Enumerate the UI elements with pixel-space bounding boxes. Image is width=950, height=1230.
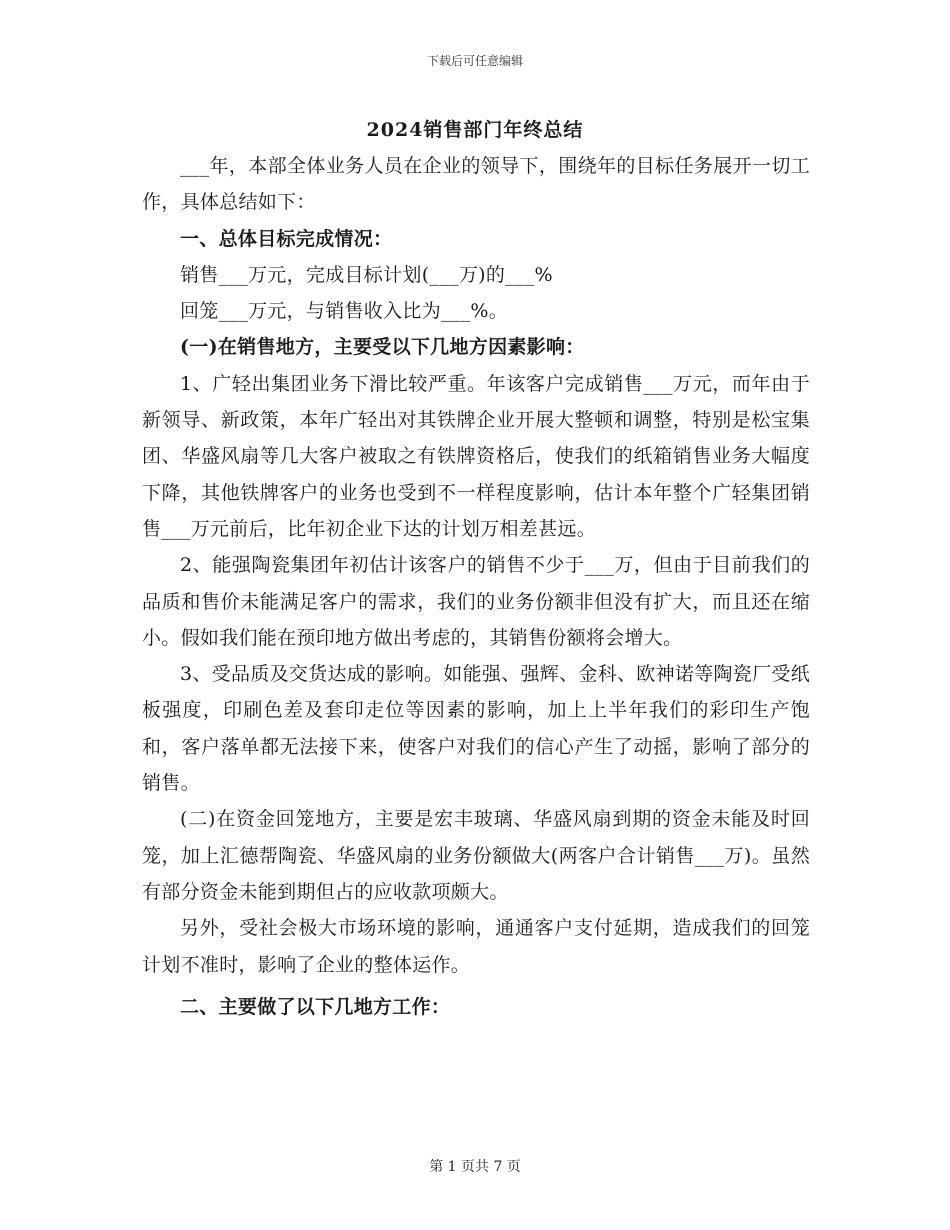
document-title: 2024销售部门年终总结 — [366, 119, 584, 141]
page-number: 第 1 页共 7 页 — [429, 1159, 521, 1175]
document-body — [142, 148, 810, 1025]
section-heading-2: 二、主要做了以下几地方工作： — [180, 995, 451, 1018]
sales-line: 销售___万元，完成目标计划(___万)的___% — [180, 263, 553, 286]
page-header-note: 下载后可任意编辑 — [426, 54, 523, 68]
collection-line: 回笼___万元，与销售收入比为___%。 — [180, 300, 509, 323]
section-heading-1: 一、总体目标完成情况： — [180, 227, 393, 250]
paragraph-item-1: 1、广轻出集团业务下滑比较严重。年该客户完成销售___万元，而年由于新领导、新政策，本年广轻出对其铁牌企业开展大整顿和调整，特别是松宝集团、华盛风扇等几大客户被取之有铁牌资格后，使我们的纸箱销售业务大幅度下降，其他铁牌客户的业务也受到不一样程度影响，估计本年整个广轻集团销售___万元前后，比年初企业下达的计划万相差甚远。 — [142, 372, 810, 540]
paragraph-funds: (二)在资金回笼地方，主要是宏丰玻璃、华盛风扇到期的资金未能及时回笼，加上汇德帮陶瓷、华盛风扇的业务份额做大(两客户合计销售___万)。虽然有部分资金未能到期但占的应收款项颇大。 — [142, 808, 810, 903]
paragraph-item-2: 2、能强陶瓷集团年初估计该客户的销售不少于___万，但由于目前我们的品质和售价未能满足客户的需求，我们的业务份额非但没有扩大，而且还在缩小。假如我们能在预印地方做出考虑的，其销售份额将会增大。 — [142, 554, 810, 649]
paragraph-item-3: 3、受品质及交货达成的影响。如能强、强辉、金科、欧神诺等陶瓷厂受纸板强度，印刷色差及套印走位等因素的影响，加上上半年我们的彩印生产饱和，客户落单都无法接下来，使客户对我们的信心产生了动摇，影响了部分的销售。 — [142, 663, 810, 795]
subsection-heading-sales: (一)在销售地方，主要受以下几地方因素影响： — [180, 336, 585, 359]
paragraph-other: 另外，受社会极大市场环境的影响，通通客户支付延期，造成我们的回笼计划不准时，影响了企业的整体运作。 — [142, 917, 810, 976]
intro-paragraph: ___年，本部全体业务人员在企业的领导下，围绕年的目标任务展开一切工作，具体总结如下： — [142, 155, 810, 214]
